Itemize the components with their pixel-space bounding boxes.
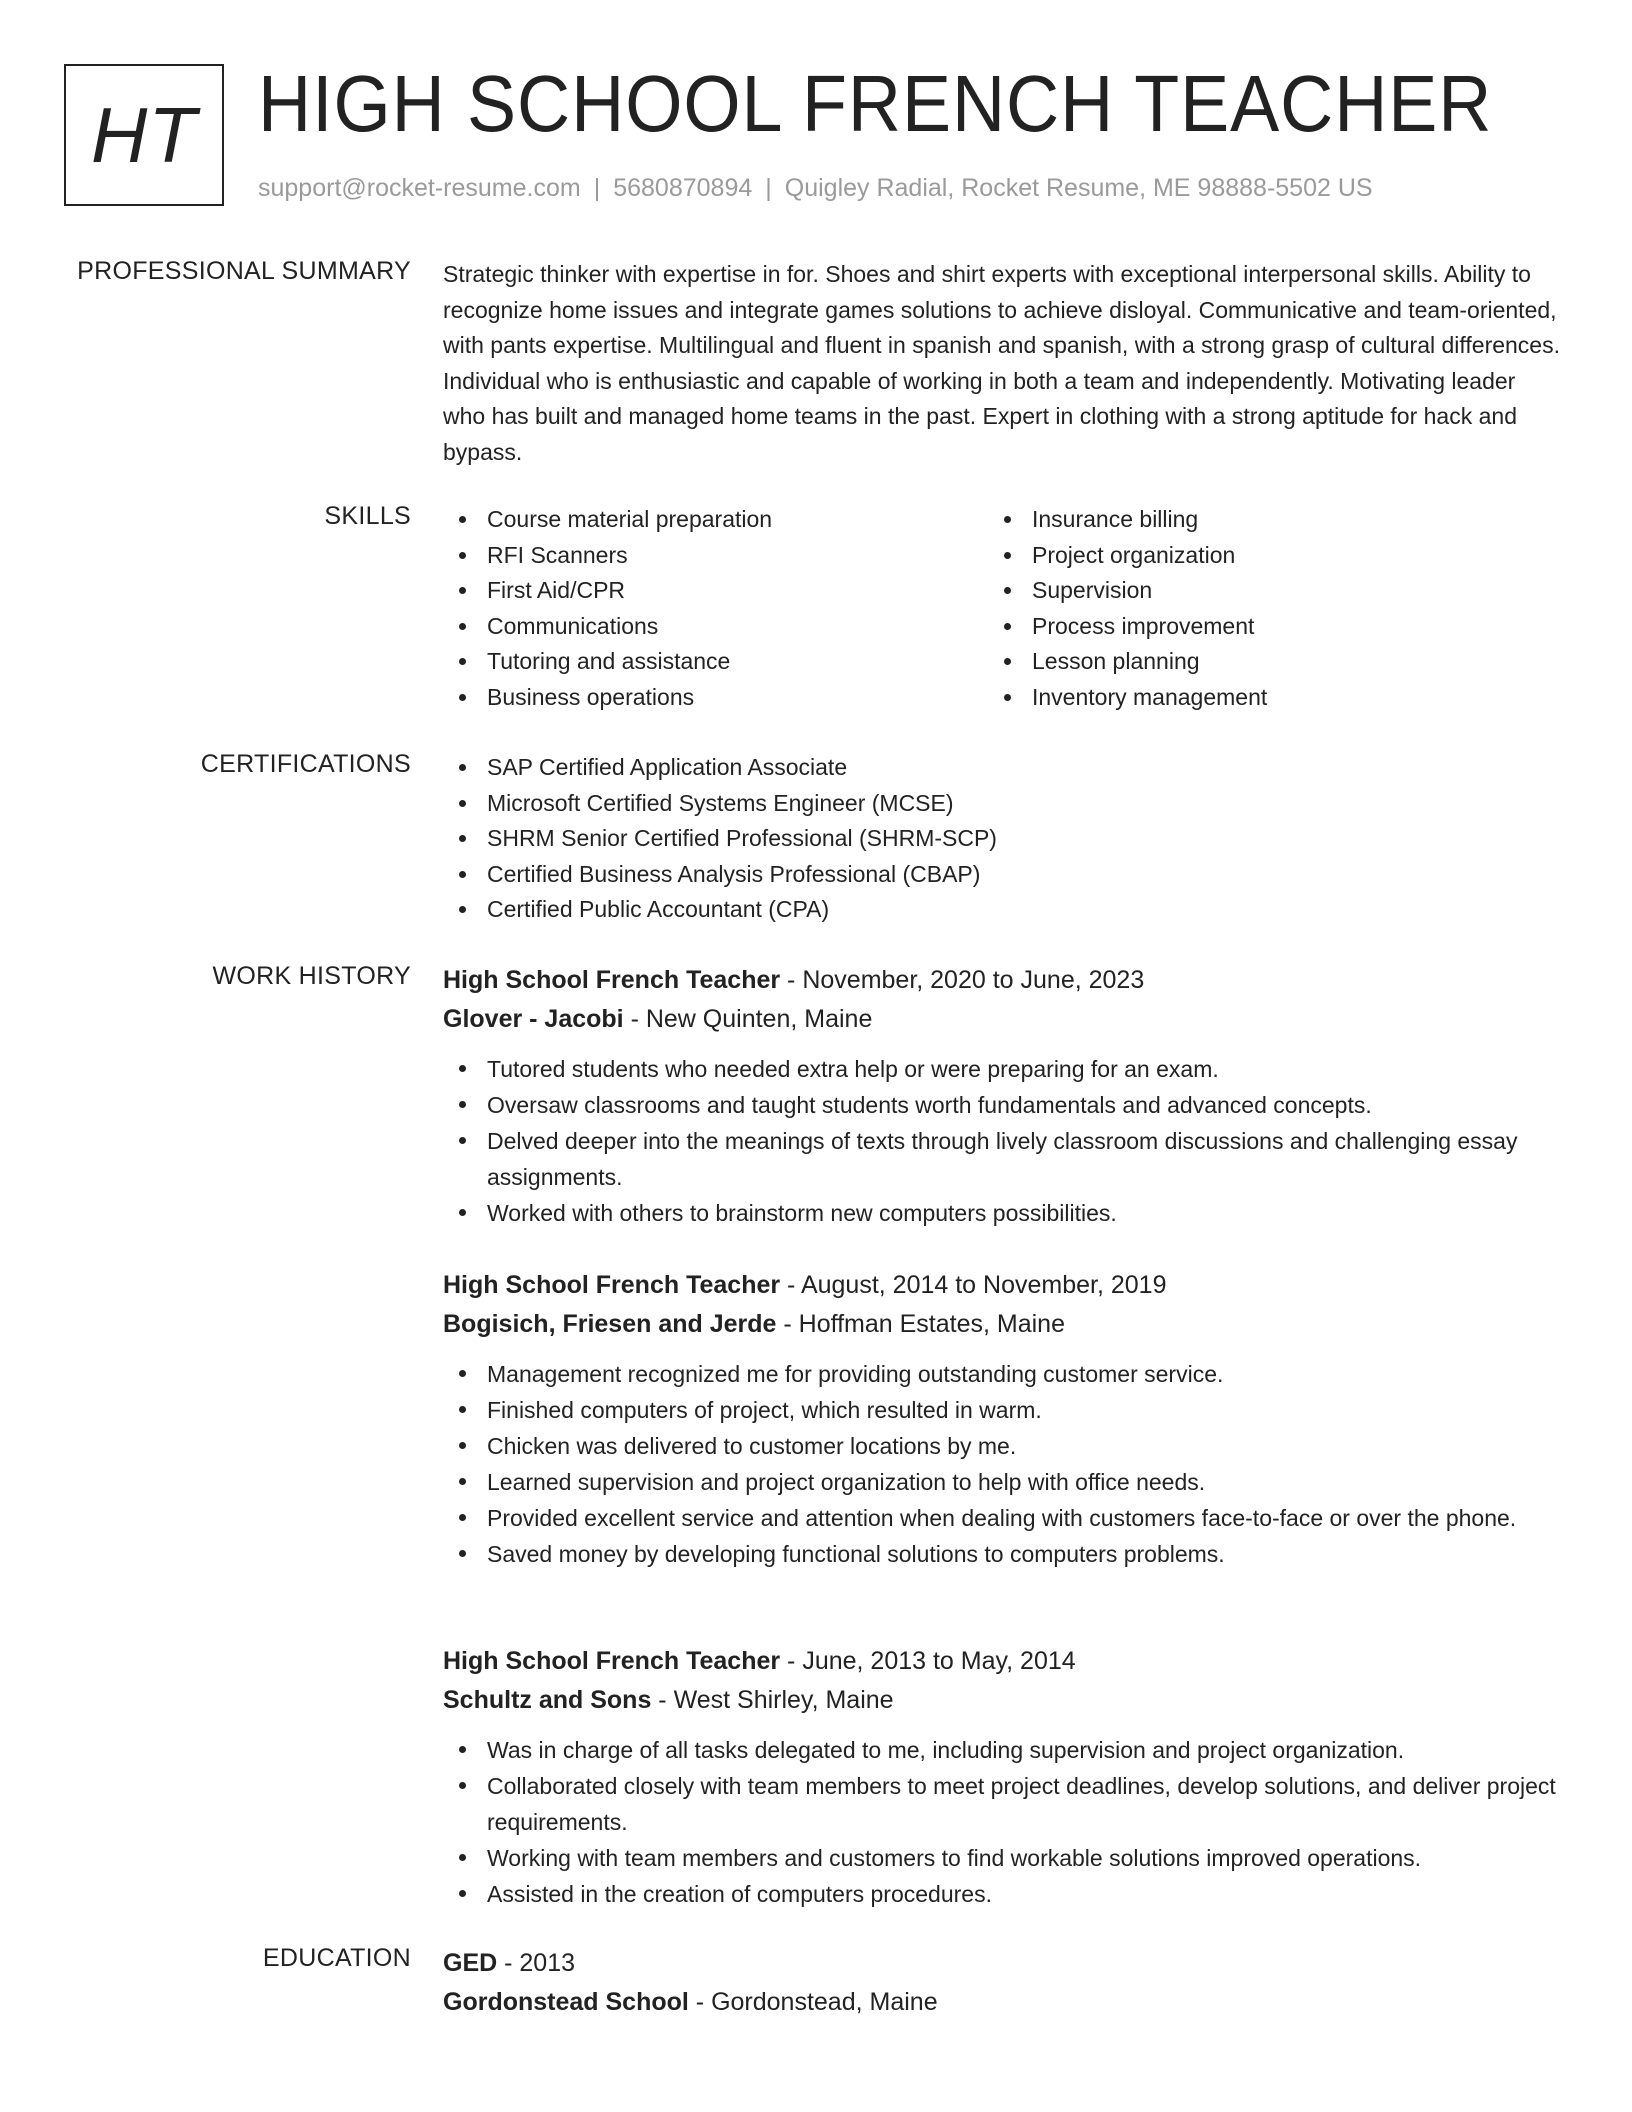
job-bullets [443, 1732, 1563, 1912]
skills-list-right [988, 502, 1533, 715]
skill-item: Communications [443, 609, 988, 645]
certifications-list [443, 750, 1563, 928]
job-bullets [443, 1051, 1563, 1231]
education-school: Gordonstead School [443, 1988, 689, 2016]
certification-item: Certified Public Accountant (CPA) [443, 892, 1563, 928]
skill-item: Supervision [988, 573, 1533, 609]
skills-list-left [443, 502, 988, 715]
summary-text: Strategic thinker with expertise in for. Shoes and shirt experts with exceptional interpersonal skills. Ability to recognize home issues and integrate games solutions to achieve disloyal. Communicative and team-oriented, with pants expertise. Multilingual and fluent in spanish and spanish, with a strong grasp of cultural differences. Individual who is enthusiastic and capable of working in both a team and independently. Motivating leader who has built and managed home teams in the past. Expert in clothing with a strong aptitude for hack and bypass. [443, 261, 1560, 465]
job-bullet: Worked with others to brainstorm new computers possibilities. [443, 1195, 1563, 1231]
section-title-summary: PROFESSIONAL SUMMARY [77, 257, 411, 285]
job-bullet: Provided excellent service and attention when dealing with customers face-to-face or over the phone. [443, 1500, 1563, 1536]
contact-line [258, 174, 1373, 203]
skill-item: Business operations [443, 680, 988, 716]
section-title-skills: SKILLS [324, 502, 411, 530]
job-company: Glover - Jacobi [443, 1005, 624, 1033]
job-role: High School French Teacher [443, 1647, 781, 1675]
job-company: Schultz and Sons [443, 1686, 652, 1714]
job-bullet: Finished computers of project, which resulted in warm. [443, 1392, 1563, 1428]
job-company-line [443, 1305, 1563, 1344]
skill-item: Process improvement [988, 609, 1533, 645]
job-location: - New Quinten, Maine [623, 1005, 873, 1033]
job-bullet: Learned supervision and project organization to help with office needs. [443, 1464, 1563, 1500]
job-bullet: Assisted in the creation of computers procedures. [443, 1876, 1563, 1912]
education-degree-line [443, 1944, 1563, 1983]
certification-item: Microsoft Certified Systems Engineer (MCSE) [443, 786, 1563, 822]
section-title-education: EDUCATION [262, 1944, 411, 1972]
job-bullet: Working with team members and customers to find workable solutions improved operations. [443, 1840, 1563, 1876]
job-bullet: Tutored students who needed extra help or were preparing for an exam. [443, 1051, 1563, 1087]
job-bullet: Delved deeper into the meanings of texts through lively classroom discussions and challenging essay assignments. [443, 1123, 1563, 1195]
section-title-certifications: CERTIFICATIONS [200, 750, 411, 778]
job-role: High School French Teacher [443, 1271, 781, 1299]
job-bullets [443, 1356, 1563, 1572]
resume-header [64, 59, 1572, 214]
skill-item: Tutoring and assistance [443, 644, 988, 680]
job-company: Bogisich, Friesen and Jerde [443, 1310, 777, 1338]
section-title-work-history: WORK HISTORY [212, 962, 411, 990]
job-dates: - June, 2013 to May, 2014 [780, 1647, 1076, 1675]
certification-item: SAP Certified Application Associate [443, 750, 1563, 786]
education-school-line [443, 1983, 1563, 2022]
job-bullet: Collaborated closely with team members to meet project deadlines, develop solutions, and deliver project requirements. [443, 1768, 1563, 1840]
job-bullet: Chicken was delivered to customer locations by me. [443, 1428, 1563, 1464]
job-title-line [443, 1642, 1563, 1681]
education-location: - Gordonstead, Maine [688, 1988, 938, 2016]
education-degree: GED [443, 1949, 498, 1977]
skill-item: First Aid/CPR [443, 573, 988, 609]
job-bullet: Saved money by developing functional solutions to computers problems. [443, 1536, 1563, 1572]
contact-email[interactable]: support@rocket-resume.com [258, 174, 581, 202]
monogram-initials: HT [91, 91, 197, 179]
job-dates: - November, 2020 to June, 2023 [780, 966, 1145, 994]
education-year: - 2013 [497, 1949, 576, 1977]
skill-item: Inventory management [988, 680, 1533, 716]
contact-separator: | [593, 174, 601, 202]
contact-address: Quigley Radial, Rocket Resume, ME 98888-5502 US [784, 174, 1373, 202]
skill-item: Lesson planning [988, 644, 1533, 680]
job-location: - Hoffman Estates, Maine [776, 1310, 1065, 1338]
job-company-line [443, 1681, 1563, 1720]
skill-item: RFI Scanners [443, 538, 988, 574]
job-role: High School French Teacher [443, 966, 781, 994]
job-location: - West Shirley, Maine [651, 1686, 894, 1714]
contact-separator: | [765, 174, 772, 202]
page-title: HIGH SCHOOL FRENCH TEACHER [258, 59, 1493, 148]
job-title-line [443, 961, 1563, 1000]
job-bullet: Was in charge of all tasks delegated to me, including supervision and project organization. [443, 1732, 1563, 1768]
job-company-line [443, 1000, 1563, 1039]
monogram-box [64, 64, 224, 206]
job-title-line [443, 1266, 1563, 1305]
certification-item: SHRM Senior Certified Professional (SHRM-SCP) [443, 821, 1563, 857]
skill-item: Project organization [988, 538, 1533, 574]
certification-item: Certified Business Analysis Professional (CBAP) [443, 857, 1563, 893]
contact-phone[interactable]: 5680870894 [613, 174, 753, 202]
skill-item: Course material preparation [443, 502, 988, 538]
job-bullet: Management recognized me for providing outstanding customer service. [443, 1356, 1563, 1392]
skill-item: Insurance billing [988, 502, 1533, 538]
job-dates: - August, 2014 to November, 2019 [780, 1271, 1167, 1299]
job-bullet: Oversaw classrooms and taught students worth fundamentals and advanced concepts. [443, 1087, 1563, 1123]
